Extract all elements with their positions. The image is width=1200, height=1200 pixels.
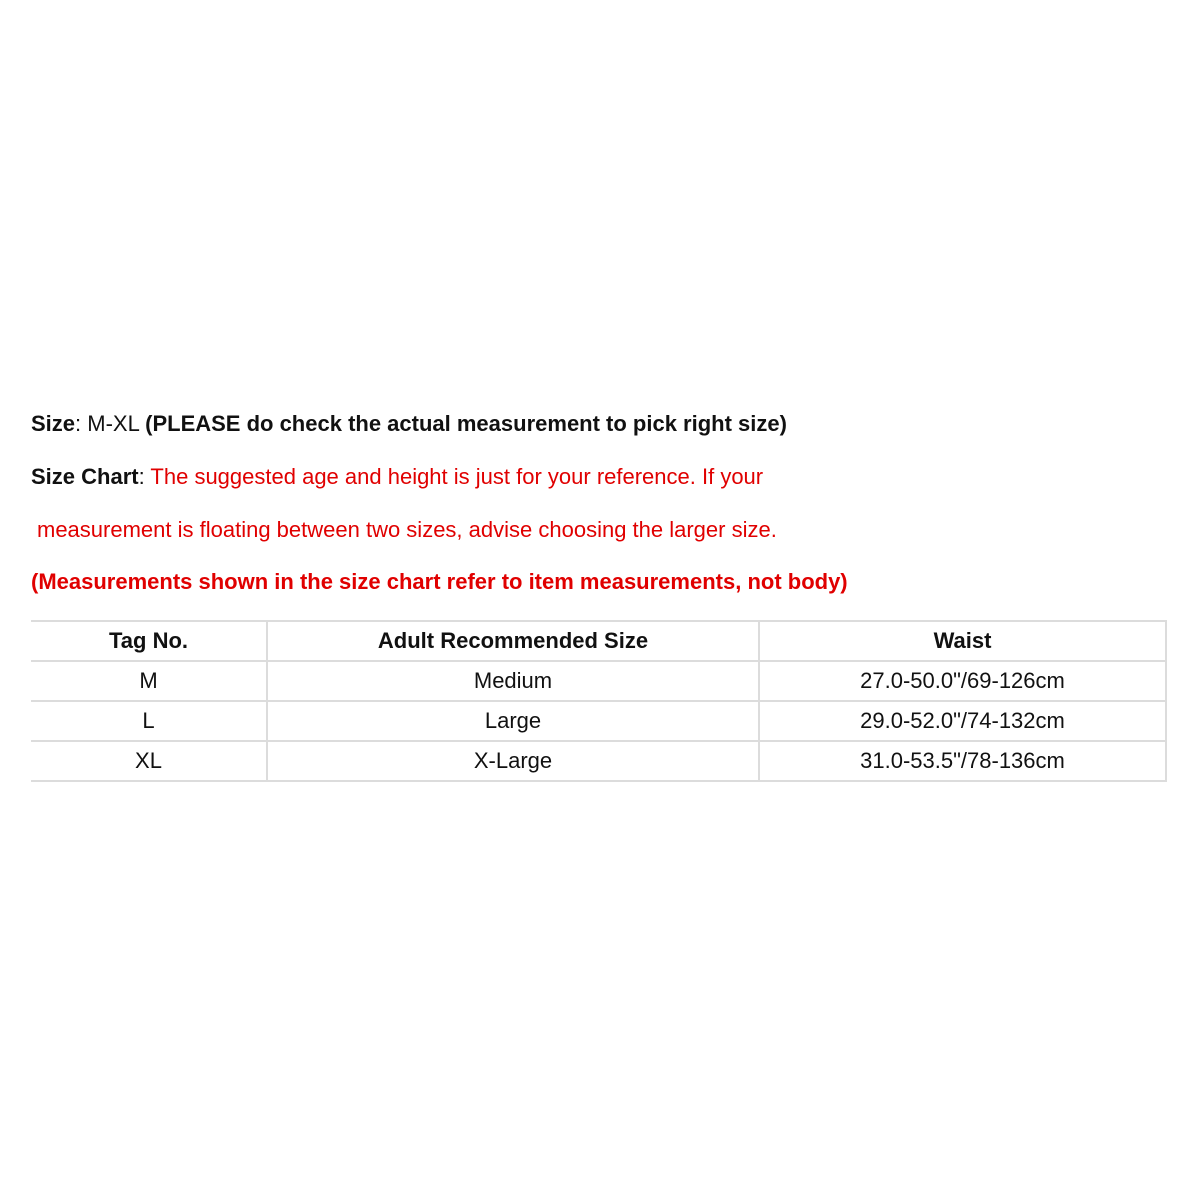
table-row [31,661,1166,701]
table-header-row [31,621,1166,661]
size-chart-label: Size Chart [31,464,139,489]
cell-waist: 27.0-50.0"/69-126cm [759,661,1166,701]
cell-adult-size: X-Large [267,741,759,781]
cell-waist: 31.0-53.5"/78-136cm [759,741,1166,781]
size-line [31,410,787,438]
table-row [31,741,1166,781]
size-note: (PLEASE do check the actual measurement to pick right size) [145,411,787,436]
size-separator: : [75,411,88,436]
cell-adult-size: Large [267,701,759,741]
cell-adult-size: Medium [267,661,759,701]
size-chart-line [31,463,763,491]
size-chart-separator: : [138,464,151,489]
table-row [31,701,1166,741]
size-value: M-XL [87,411,146,436]
header-waist: Waist [759,621,1166,661]
size-label: Size [31,411,76,436]
cell-tag: L [31,701,267,741]
measurement-note: (Measurements shown in the size chart refer to item measurements, not body) [31,569,848,594]
cell-tag: M [31,661,267,701]
cell-tag: XL [31,741,267,781]
size-chart-text-2: measurement is floating between two sizes, advise choosing the larger size. [37,517,777,542]
size-table [31,620,1167,782]
cell-waist: 29.0-52.0"/74-132cm [759,701,1166,741]
size-chart-text-1: The suggested age and height is just for your reference. If your [150,464,764,489]
header-adult-size: Adult Recommended Size [267,621,759,661]
header-tag-no: Tag No. [31,621,267,661]
